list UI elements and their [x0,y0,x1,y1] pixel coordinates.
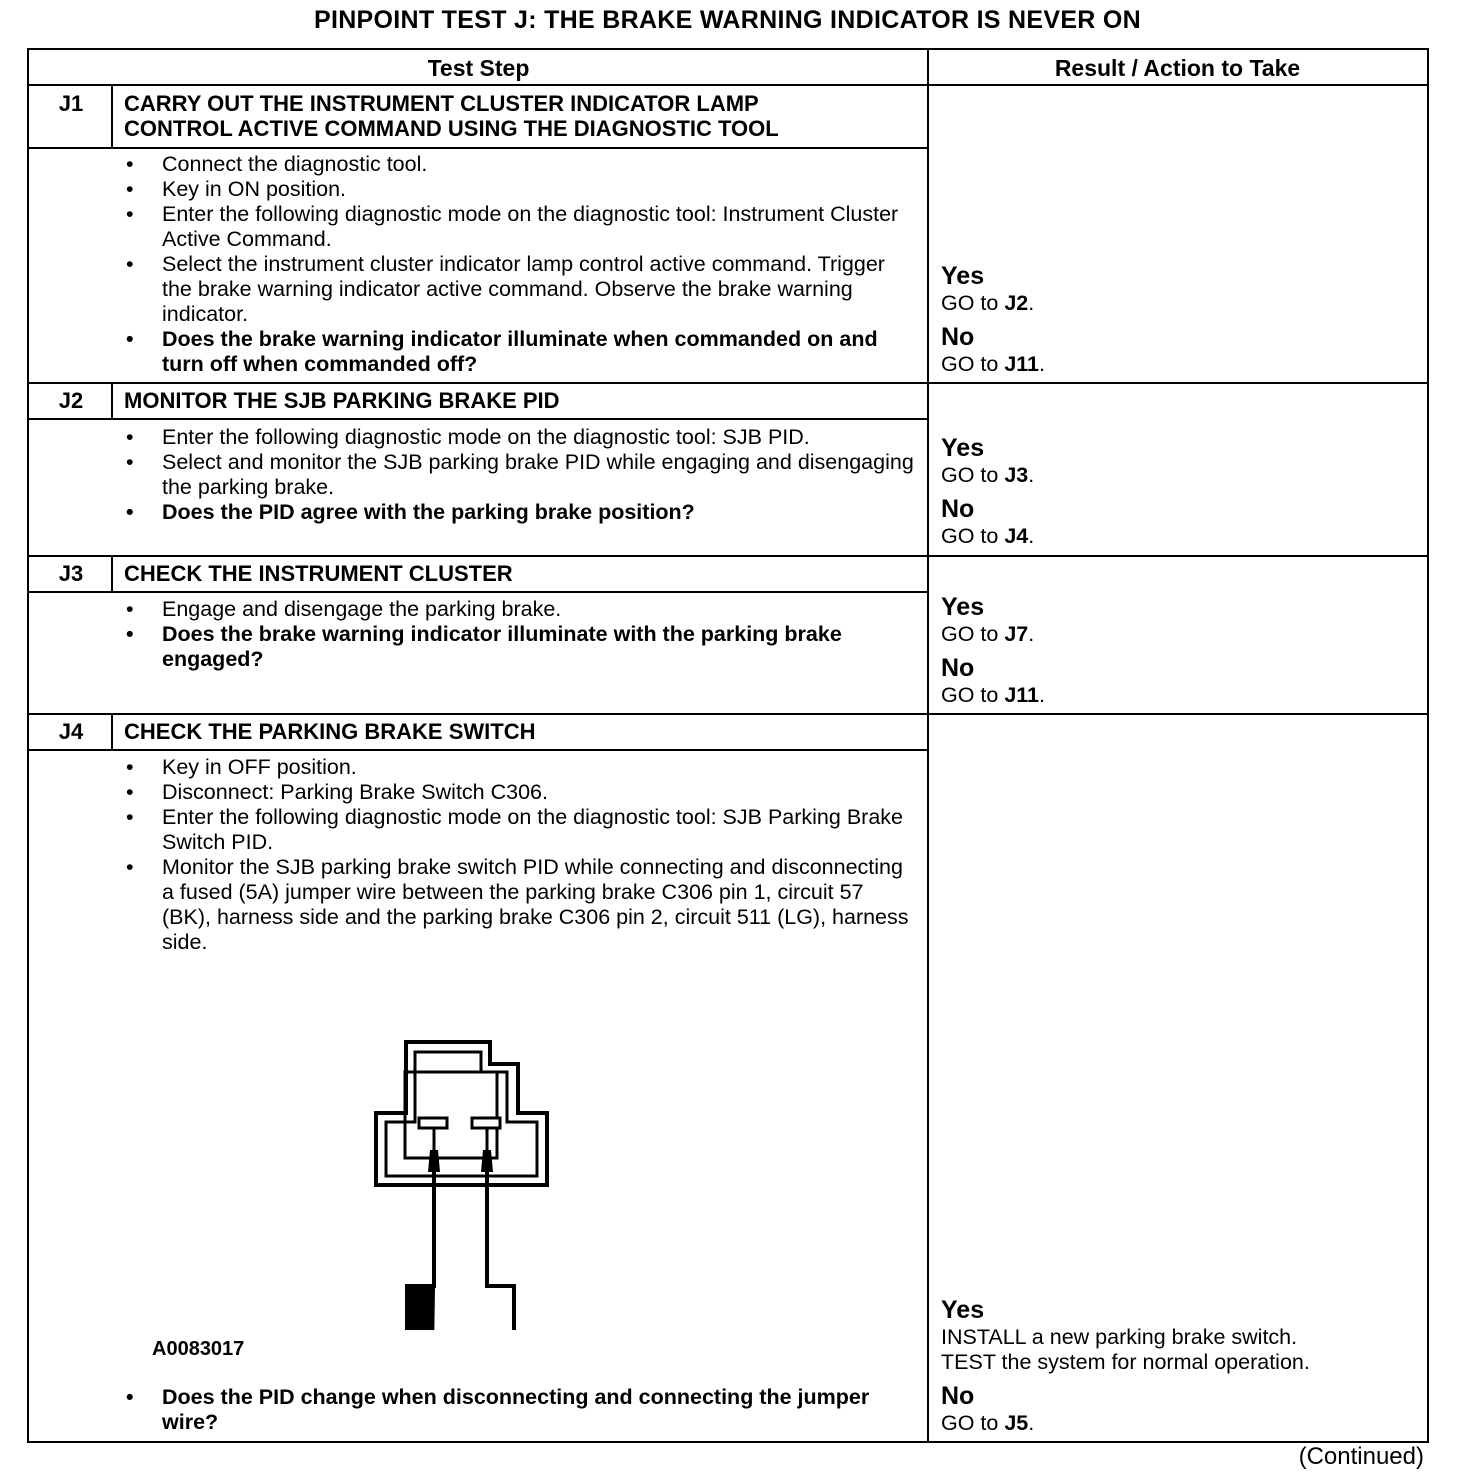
step-title-j3: CHECK THE INSTRUMENT CLUSTER [124,561,513,586]
row-divider [29,713,1427,715]
list-item: • Enter the following diagnostic mode on the diagnostic tool: SJB PID. [124,425,914,450]
step-title-j2: MONITOR THE SJB PARKING BRAKE PID [124,388,560,413]
list-item-question: • Does the brake warning indicator illuminate when commanded on and turn off when commanded off? [124,327,914,377]
header-test-step: Test Step [29,50,928,86]
header-result: Result / Action to Take [928,50,1427,86]
pinpoint-test-table [27,48,1429,1443]
goto-link[interactable]: J11 [1004,352,1040,376]
yes-action: GO to J2. [941,291,1035,315]
result-j2 [941,434,1034,549]
row-divider [29,591,928,593]
yes-label: Yes [941,593,985,621]
result-j3 [941,593,1045,708]
goto-link[interactable]: J5 [1004,1411,1029,1435]
column-divider [927,50,929,1443]
list-item: • Key in ON position. [124,177,914,202]
list-item: • Enter the following diagnostic mode on the diagnostic tool: SJB Parking Brake Switch PID. [124,805,914,855]
yes-action-line: TEST the system for normal operation. [941,1350,1310,1374]
step-id-j2: J2 [58,388,84,413]
step-title-line: CONTROL ACTIVE COMMAND USING THE DIAGNOSTIC TOOL [124,116,779,141]
connector-housing-outer [376,1042,547,1185]
list-item: • Key in OFF position. [124,755,914,780]
list-item: • Connect the diagnostic tool. [124,152,914,177]
yes-action-line: INSTALL a new parking brake switch. [941,1325,1298,1349]
step-id-j1: J1 [58,91,84,116]
no-label: No [941,654,975,682]
figure-id: A0083017 [152,1338,245,1360]
no-action: GO to J11. [941,352,1045,376]
no-action: GO to J11. [941,683,1045,707]
list-item-question: • Does the PID change when disconnecting and connecting the jumper wire? [124,1385,914,1435]
connector-jumper-diagram [359,1030,559,1330]
row-divider [29,382,1427,384]
step-title-line: CARRY OUT THE INSTRUMENT CLUSTER INDICATOR LAMP [124,91,759,116]
row-divider [29,147,928,149]
list-item: • Select and monitor the SJB parking brake PID while engaging and disengaging the parking brake. [124,450,914,500]
yes-label: Yes [941,1296,985,1324]
row-divider [29,418,928,420]
goto-link[interactable]: J4 [1004,524,1029,548]
yes-label: Yes [941,434,985,462]
yes-action: GO to J7. [941,622,1035,646]
no-label: No [941,495,975,523]
no-action: GO to J4. [941,524,1035,548]
list-item: • Engage and disengage the parking brake. [124,597,914,622]
step-list-j4 [124,755,914,955]
step-list-j3 [124,597,914,672]
result-j1 [941,262,1045,377]
step-id-j4: J4 [58,719,84,744]
yes-action: GO to J3. [941,463,1035,487]
goto-link[interactable]: J3 [1004,463,1029,487]
row-divider [29,555,1427,557]
list-item: • Disconnect: Parking Brake Switch C306. [124,780,914,805]
no-label: No [941,1382,975,1410]
step-list-j4-final [124,1385,914,1435]
continued-note: (Continued) [1298,1443,1424,1470]
goto-link[interactable]: J7 [1004,622,1029,646]
terminal-pin-1 [419,1118,447,1128]
goto-link[interactable]: J2 [1004,291,1029,315]
list-item-question: • Does the brake warning indicator illuminate with the parking brake engaged? [124,622,914,672]
yes-label: Yes [941,262,985,290]
goto-link[interactable]: J11 [1004,683,1040,707]
page-title: PINPOINT TEST J: THE BRAKE WARNING INDICATOR IS NEVER ON [313,6,1142,34]
step-title-j1 [124,91,779,141]
step-title-j4: CHECK THE PARKING BRAKE SWITCH [124,719,536,744]
step-list-j2 [124,425,914,525]
list-item-question: • Does the PID agree with the parking brake position? [124,500,914,525]
no-label: No [941,323,975,351]
list-item: • Monitor the SJB parking brake switch PID while connecting and disconnecting a fused (5A) jumper wire between the parking brake C306 pin 1, circuit 57 (BK), harness side and the parking brake C306 pin 2, circuit 511 (LG), harness side. [124,855,914,955]
step-id-j3: J3 [58,561,84,586]
step-list-j1 [124,152,914,377]
no-action: GO to J5. [941,1411,1035,1435]
result-j4 [941,1296,1310,1436]
terminal-pin-2 [472,1118,500,1128]
row-divider [29,749,928,751]
list-item: • Select the instrument cluster indicator lamp control active command. Trigger the brake warning indicator active command. Observe the brake warning indicator. [124,252,914,327]
list-item: • Enter the following diagnostic mode on the diagnostic tool: Instrument Cluster Active Command. [124,202,914,252]
